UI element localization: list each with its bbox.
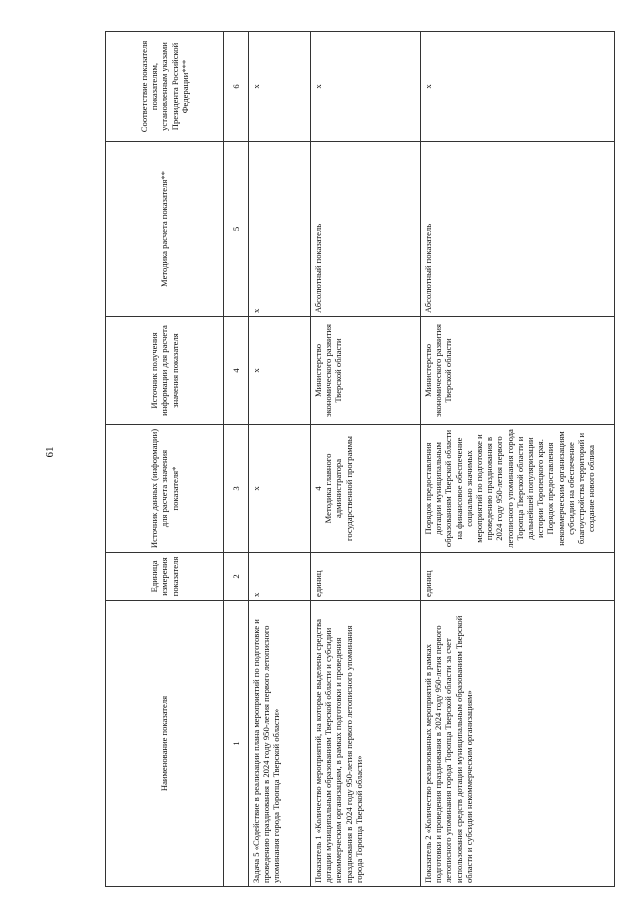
indicators-table xyxy=(105,31,615,887)
column-number: 2 xyxy=(224,553,249,601)
document-sheet xyxy=(105,32,615,887)
info-source: x xyxy=(249,317,311,425)
indicator-name: Показатель 1 «Количество мероприятий, на которые выделены средства дотации муниципальным образованиям Тверской области и субсидии некоммерческим организациям, в рамках подготовки и проведения празднования в 2024 году 950-летия первого летописного упоминания города Торопца Тверской области» xyxy=(311,601,421,887)
method: Абсолютный показатель xyxy=(421,142,615,317)
table-row xyxy=(311,32,421,887)
column-number: 5 xyxy=(224,142,249,317)
page-number: 61 xyxy=(44,446,56,458)
method: Абсолютный показатель xyxy=(311,142,421,317)
column-number: 4 xyxy=(224,317,249,425)
header-data-source: Источник данных (информации) для расчета значения показателя* xyxy=(106,425,224,553)
column-number-row xyxy=(224,32,249,887)
info-source: Министерство экономического развития Тверской области xyxy=(421,317,615,425)
method: x xyxy=(249,142,311,317)
indicator-name: Задача 5 «Содействие в реализации плана мероприятий по подготовке и проведению празднования в 2024 году 950-летия первого летописного упоминания города Торопца Тверской области» xyxy=(249,601,311,887)
column-number: 1 xyxy=(224,601,249,887)
column-number: 6 xyxy=(224,32,249,142)
table-row xyxy=(421,32,615,887)
data-source: Порядок предоставления дотации муниципальным образованиям Тверской области на финансовое обеспечение социально значимых мероприятий по подготовке и проведению празднования в 2024 году 950-летия первого летописного упоминания города Торопца Тверской области и дальнейшей популяризации истории Торопецкого края. Порядок предоставления некоммерческим организациям субсидии на обеспечение благоустройства территорий и создание нового облика xyxy=(421,425,615,553)
header-method: Методика расчета показателя** xyxy=(106,142,224,317)
data-source: x xyxy=(249,425,311,553)
unit: x xyxy=(249,553,311,601)
header-info-source: Источник получения информации для расчета значения показателя xyxy=(106,317,224,425)
rotated-table-container xyxy=(105,32,615,887)
decree-correspondence: x xyxy=(249,32,311,142)
header-row xyxy=(106,32,224,887)
data-source: 4 Методика главного администратора государственной программы xyxy=(311,425,421,553)
header-indicator-name: Наименование показателя xyxy=(106,601,224,887)
unit: единиц xyxy=(311,553,421,601)
header-unit: Единица измерения показателя xyxy=(106,553,224,601)
decree-correspondence: x xyxy=(421,32,615,142)
indicator-name: Показатель 2 «Количество реализованных мероприятий в рамках подготовки и проведения празднования в 2024 году 950-летия первого летописного упоминания города Торопца Тверской области за счет использования средств дотации муниципальным образованиям Тверской области и субсидии некоммерческим организациям» xyxy=(421,601,615,887)
header-decree: Соответствие показателя показателям, установленным указами Президента Российской Федерации*** xyxy=(106,32,224,142)
column-number: 3 xyxy=(224,425,249,553)
table-row xyxy=(249,32,311,887)
decree-correspondence: x xyxy=(311,32,421,142)
unit: единиц xyxy=(421,553,615,601)
info-source: Министерство экономического развития Тверской области xyxy=(311,317,421,425)
